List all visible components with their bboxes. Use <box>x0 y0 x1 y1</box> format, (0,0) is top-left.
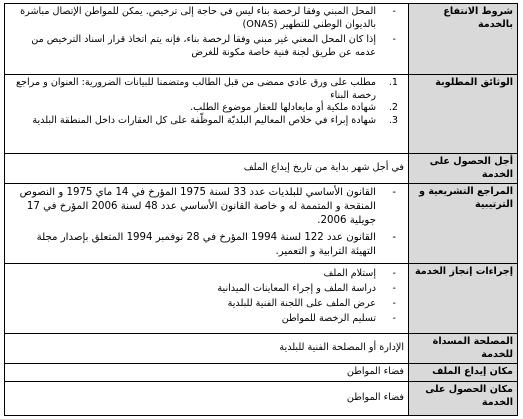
list-item: - القانون الأساسي للبلديات عدد 33 لسنة 1975 المؤرخ في 14 ماي 1975 و النصوص المنقحة و المتممة له و خاصة القانون الأساسي عدد 48 لسنة 2006 المؤرخ في 17 جويلية 2006. <box>9 186 404 228</box>
row-content <box>5 264 409 334</box>
row-heading: إجراءات إنجاز الخدمة <box>409 264 518 334</box>
row-delay <box>5 154 518 184</box>
procedures-list <box>9 266 404 326</box>
references-list <box>9 186 404 259</box>
list-item: - دراسة الملف و إجراء المعاينات الميدانية <box>9 281 404 296</box>
list-item: - تسليم الرخصة للمواطن <box>9 311 404 326</box>
row-content <box>5 4 409 75</box>
item-number: 3. <box>388 114 398 126</box>
row-heading: أجل الحصول على الخدمة <box>409 154 518 184</box>
row-submission-place <box>5 364 518 382</box>
row-heading: المصلحة المسداة للخدمة <box>409 334 518 364</box>
list-item: - إستلام الملف <box>9 266 404 281</box>
item-text: شهادة إبراء في خلاص المعاليم البلديّة الموظّفة على كل العقارات داخل المنطقة البلدية <box>32 114 376 126</box>
row-heading: شروط الانتفاع بالخدمة <box>409 4 518 75</box>
row-heading: مكان الحصول على الخدمة <box>409 382 518 416</box>
row-procedures <box>5 264 518 334</box>
item-text: مطلب على ورق عادي ممضى من قبل الطالب ومتضمنا للبيانات الضرورية: العنوان و مراجع رخصة البناء <box>15 77 376 101</box>
list-item <box>9 77 404 102</box>
documents-list <box>9 77 404 127</box>
list-item: - إذا كان المحل المعني غير مبني وفقا لرخصة بناء، فإنه يتم اتخاذ قرار اسناد الترخيص من عدمه عن طريق لجنة فنية خاصة مكونة للغرض <box>9 34 404 59</box>
row-service-provider <box>5 334 518 364</box>
row-content: فضاء المواطن <box>5 382 409 416</box>
list-item: - المحل المبني وفقا لرخصة بناء ليس في حاجة إلى ترخيص. يمكن للمواطن الإتصال مباشرة بالديوان الوطني للتطهير (ONAS) <box>9 6 404 31</box>
row-content <box>5 184 409 264</box>
row-heading: مكان إيداع الملف <box>409 364 518 382</box>
list-item <box>9 115 404 128</box>
row-content <box>5 75 409 154</box>
row-documents <box>5 75 518 154</box>
item-text: شهادة ملكية أو مايعادلها للعقار موضوع الطلب. <box>190 102 376 113</box>
row-legal-references <box>5 184 518 264</box>
item-number: 2. <box>388 102 398 113</box>
row-heading: الوثائق المطلوبة <box>409 75 518 154</box>
service-sheet-table <box>4 3 518 416</box>
list-item: - عرض الملف على اللجنة الفنية للبلدية <box>9 296 404 311</box>
row-content: الإدارة أو المصلحة الفنية للبلدية <box>5 334 409 364</box>
row-content: في أجل شهر بداية من تاريخ إيداع الملف <box>5 154 409 184</box>
list-item: - القانون عدد 122 لسنة 1994 المؤرخ في 28 نوفمبر 1994 المتعلق بإصدار مجلة التهيئة الترابية و التعمير. <box>9 231 404 259</box>
conditions-list <box>9 6 404 59</box>
row-heading: المراجع التشريعية و الترتيبية <box>409 184 518 264</box>
item-number: 1. <box>388 77 398 88</box>
list-item <box>9 102 404 115</box>
row-pickup-place <box>5 382 518 416</box>
row-content: فضاء المواطن <box>5 364 409 382</box>
row-conditions <box>5 4 518 75</box>
